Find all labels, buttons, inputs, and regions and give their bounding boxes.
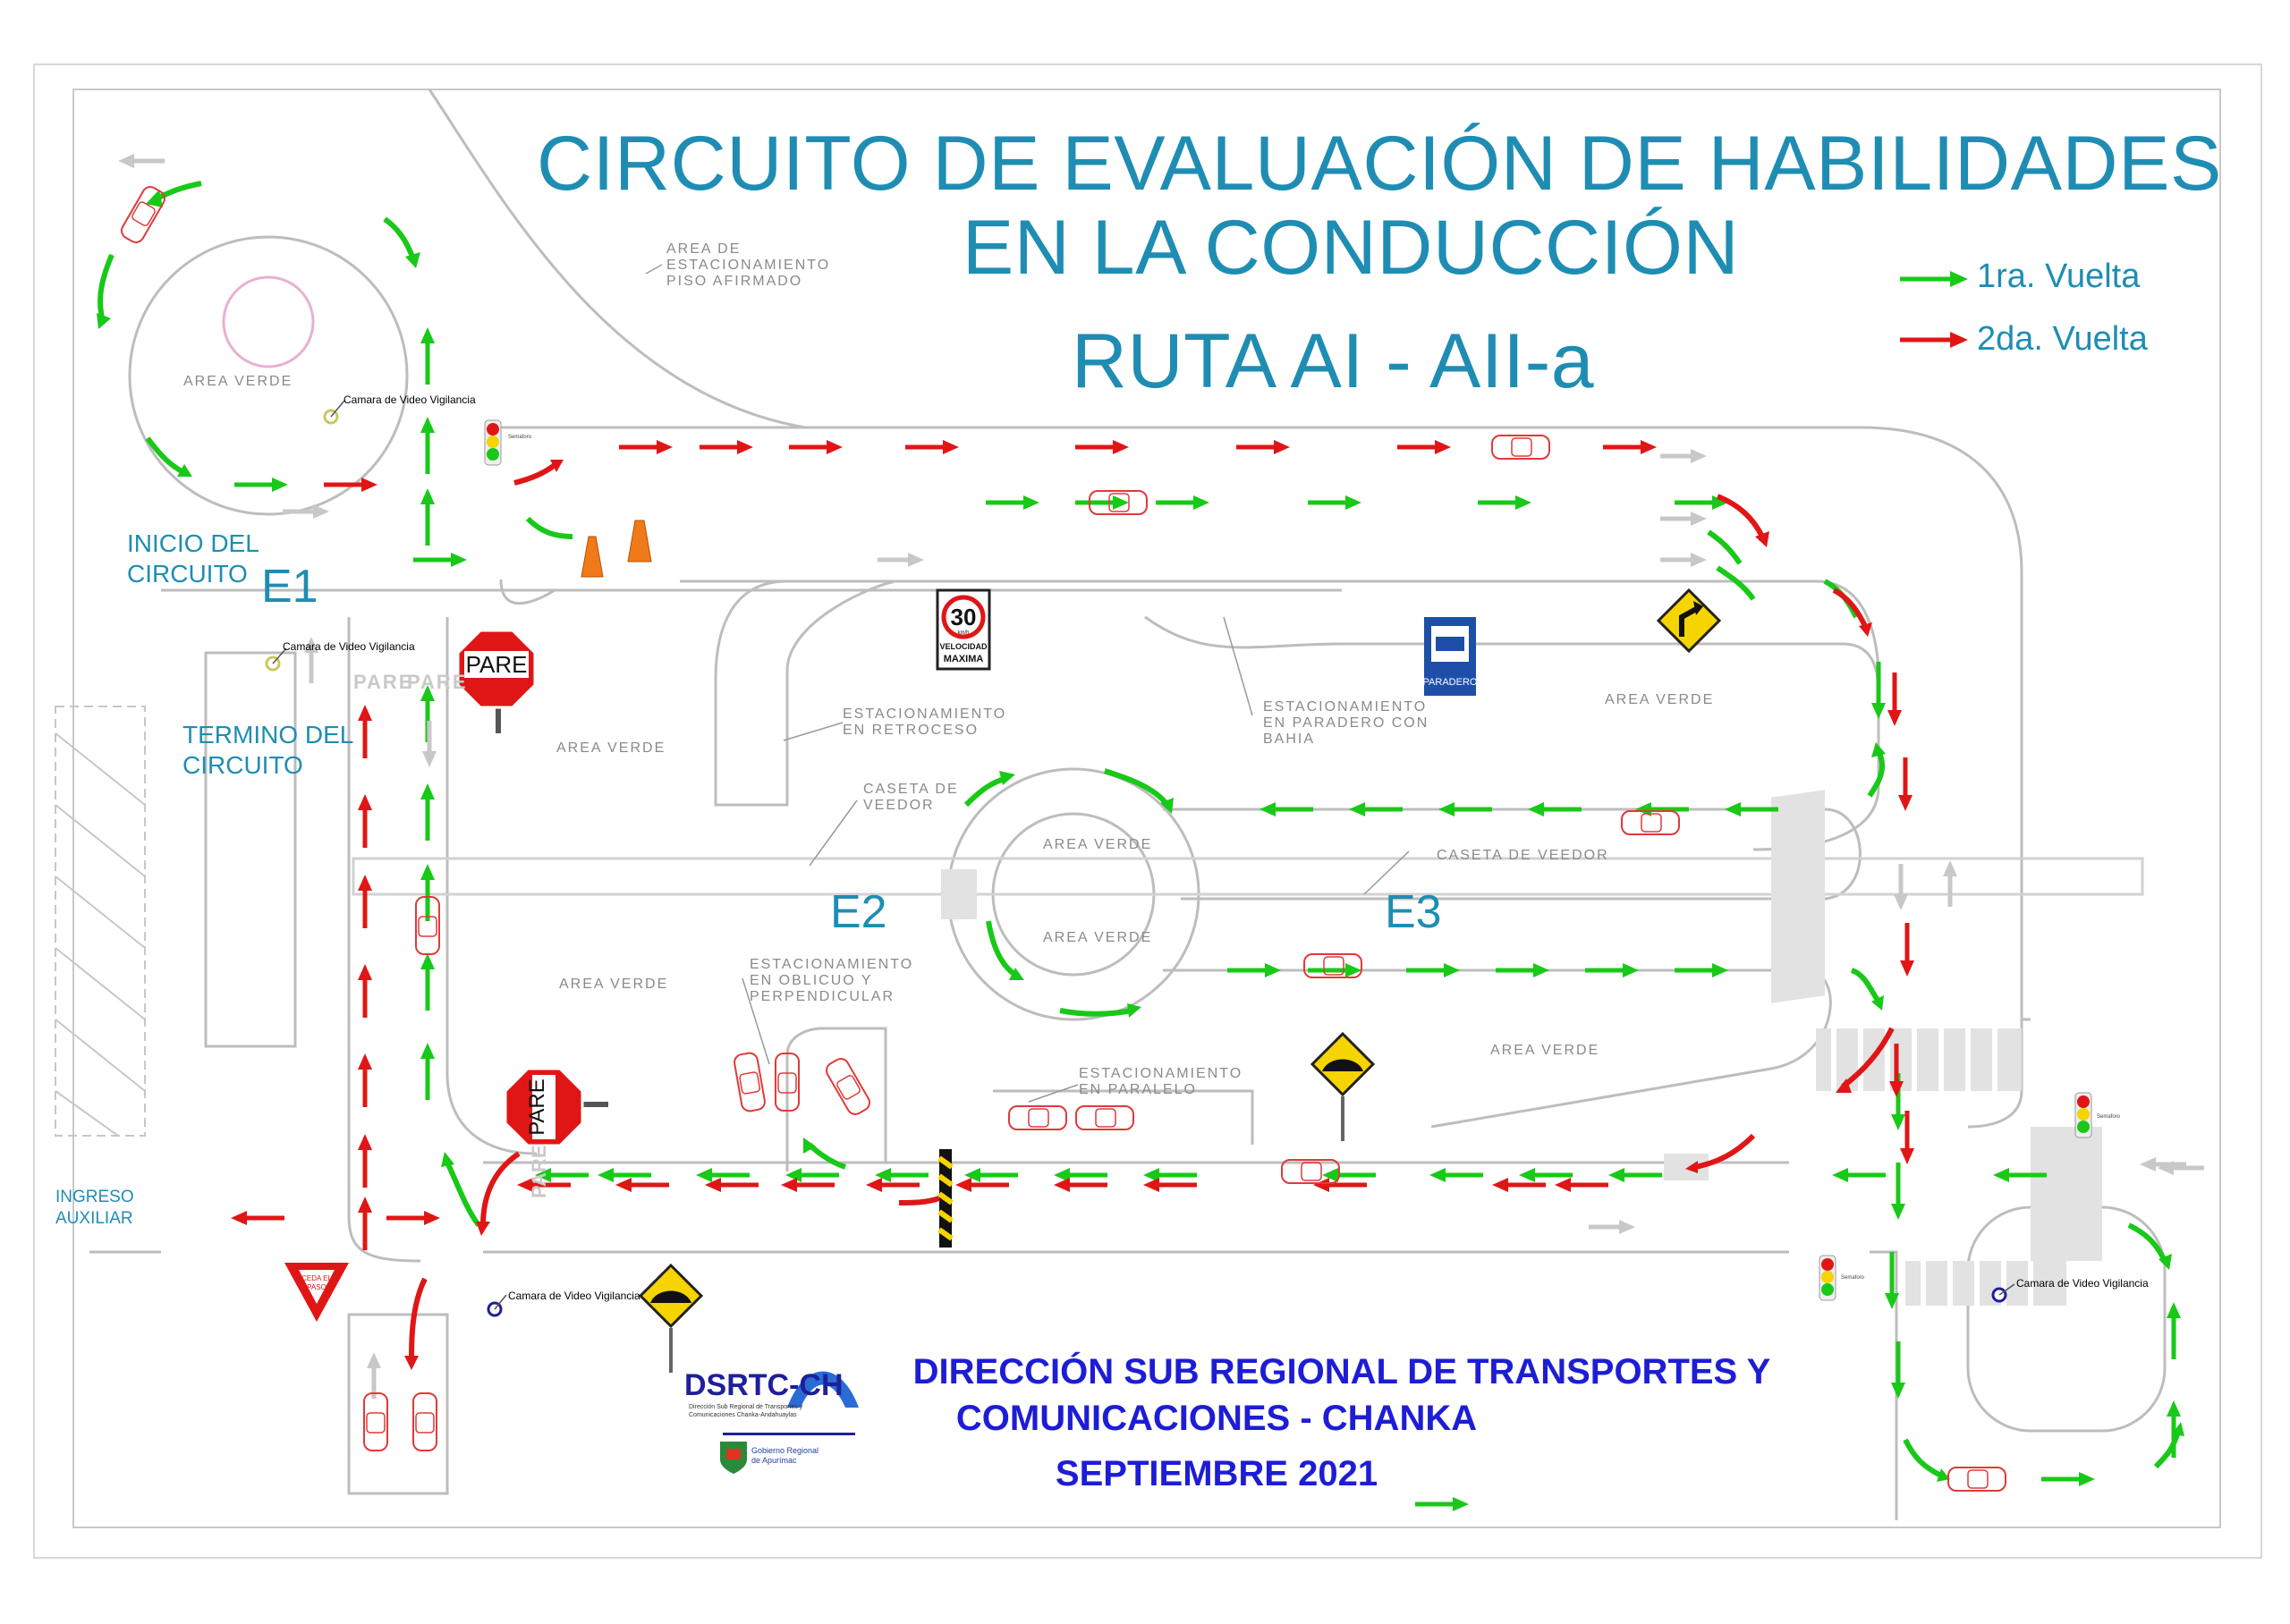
second-lap-arrow [358,1053,372,1107]
first-lap-arrow [1054,1168,1107,1182]
first-lap-arrow [1832,1168,1886,1182]
second-lap-arrow [619,440,673,454]
parking-reverse-1: ESTACIONAMIENTO [843,706,1007,722]
parking-parallel-2: EN PARALELO [1079,1082,1197,1097]
road-outlines [89,89,2222,1520]
parking-busstop-2: EN PARADERO CON [1263,715,1429,731]
car-icon [734,1052,767,1112]
green-area-bottom-right: AREA VERDE [1490,1043,1600,1058]
first-lap-arrow [1415,1497,1469,1511]
aux-entry-1: INGRESO [55,1188,134,1206]
car-icon [1492,436,1549,459]
road-marking-arrow [1660,449,1707,463]
traffic-light-label-1: Semaforo [508,435,532,440]
legend-red-arrow [1898,329,1970,351]
legend-green-arrow [1898,268,1970,290]
parking-busstop-3: BAHIA [1263,732,1316,747]
hatched-area [55,706,145,1136]
end-label-1: TERMINO DEL [182,721,354,749]
bus-stop-label: PARADERO [1422,677,1478,688]
road-marking-arrow [1894,864,1908,910]
aux-entry-2: AUXILIAR [55,1209,133,1228]
first-lap-arrow [420,488,435,546]
camera-label-1: Camara de Video Vigilancia [344,393,476,406]
first-lap-arrow [420,783,435,841]
second-lap-arrow [1313,1178,1367,1192]
start-label-2: CIRCUITO [127,560,248,588]
second-lap-arrow [1075,440,1129,454]
first-lap-arrow [598,1168,651,1182]
first-lap-arrow [986,495,1039,510]
second-lap-arrow [1492,1178,1546,1192]
road-marking-arrow [878,553,924,567]
road-marking-arrow [1660,512,1707,526]
stop-sign-bottom [505,1069,608,1146]
second-lap-arrow [358,964,372,1018]
green-area-loop-bottom: AREA VERDE [1043,930,1153,945]
traffic-light-label-3: Semaforo [1841,1275,1865,1281]
second-lap-arrow [358,1197,372,1250]
first-lap-arrow [1349,802,1403,816]
speed-limit-text-1: VELOCIDAD [939,642,988,651]
first-lap-arrow [1725,802,1778,816]
first-lap-arrow [1585,963,1639,977]
traffic-cones [581,520,651,577]
first-lap-arrow [2041,1472,2095,1486]
parking-reverse-2: EN RETROCESO [843,723,980,738]
second-lap-arrow [1397,440,1451,454]
first-lap-arrow [1528,802,1582,816]
first-lap-arrow [1608,1168,1662,1182]
curve-warning-sign [1658,590,1719,651]
barrier [939,1149,952,1248]
green-area-left: AREA VERDE [556,740,666,756]
speed-limit-unit: km/h [957,630,970,636]
second-lap-arrow [781,1178,835,1192]
first-lap-arrow [1143,1168,1197,1182]
booth-e3: CASETA DE VEEDOR [1437,848,1609,863]
footer-line-1: DIRECCIÓN SUB REGIONAL DE TRANSPORTES Y [912,1352,1771,1391]
second-lap-arrow [1887,672,1902,726]
speed-bump-sign-right [1312,1034,1373,1141]
parking-gravel-3: PISO AFIRMADO [666,274,803,289]
traffic-lights [485,420,2091,1300]
first-lap-arrow [1075,495,1129,510]
second-lap-arrow [358,875,372,928]
second-lap-arrow [358,705,372,758]
start-label-1: INICIO DEL [127,529,259,557]
green-area-circle: AREA VERDE [183,374,293,389]
footer-line-3: SEPTIEMBRE 2021 [1055,1454,1378,1493]
parking-gravel-2: ESTACIONAMIENTO [666,258,831,273]
first-lap-arrow [1891,1163,1905,1220]
second-lap-arrow [700,440,753,454]
road-marking-arrow [1943,860,1957,907]
first-lap-arrow [1496,963,1549,977]
stop-sign-bottom-label: PARE [525,1078,549,1136]
stop-sign-top-label: PARE [465,651,528,678]
second-lap-arrow [1898,757,1913,811]
camera-label-3: Camara de Video Vigilancia [508,1290,640,1302]
second-lap-arrow [1054,1178,1107,1192]
first-lap-arrow [1675,963,1728,977]
first-lap-arrow [1438,802,1492,816]
footer-line-2: COMUNICACIONES - CHANKA [955,1399,1478,1438]
parking-gravel-1: AREA DE [666,241,742,257]
speed-limit-value: 30 [950,604,977,630]
gobierno-logo-text-1: Gobierno Regional [751,1446,819,1455]
first-lap-arrow [1871,662,1886,719]
second-lap-arrow [615,1178,669,1192]
legend-second-lap: 2da. Vuelta [1977,320,2148,358]
first-lap-arrow [1429,1168,1483,1182]
parking-oblique-3: PERPENDICULAR [750,989,895,1004]
first-lap-arrow [1478,495,1531,510]
car-icon [364,1393,387,1451]
yield-sign [284,1263,349,1322]
station-e1: E1 [261,561,318,613]
car-icon [1009,1106,1066,1129]
road-marking-arrow [367,1352,381,1399]
second-lap-arrow [1603,440,1657,454]
second-lap-arrow [358,794,372,848]
second-lap-arrow [705,1178,759,1192]
station-e2: E2 [830,886,887,938]
second-lap-arrow [231,1211,284,1225]
second-lap-arrow [1236,440,1290,454]
first-lap-arrow [2167,1302,2181,1359]
first-lap-arrow [420,327,435,385]
road-marking-arrow [1660,553,1707,567]
car-icon [1948,1468,2006,1491]
road-pare-marking-2: PARE [407,671,468,693]
second-lap-arrow [1555,1178,1608,1192]
first-lap-arrow [413,553,467,567]
legend-first-lap: 1ra. Vuelta [1977,258,2141,295]
road-marking-arrow [118,154,165,168]
first-lap-arrow [420,1043,435,1100]
first-lap-arrow [1227,963,1281,977]
parking-oblique-2: EN OBLICUO Y [750,973,873,988]
first-lap-arrow [964,1168,1018,1182]
parking-parallel-1: ESTACIONAMIENTO [1079,1066,1243,1081]
camera-label-2: Camara de Video Vigilancia [283,640,415,653]
second-lap-arrow [905,440,959,454]
title-line-3: RUTA AI - AII-a [1071,318,1595,404]
parking-oblique-1: ESTACIONAMIENTO [750,957,914,972]
dsrtc-logo-sub-1: Dirección Sub Regional de Transportes y [689,1404,803,1410]
traffic-light-label-2: Semaforo [2097,1114,2121,1120]
first-lap-arrow [1260,802,1313,816]
yield-sign-text-1: CEDA EL [301,1274,332,1282]
stop-sign-top [458,630,535,733]
camera-label-4: Camara de Video Vigilancia [2016,1277,2149,1290]
car-icon [824,1056,873,1117]
car-icon [413,1393,437,1451]
second-lap-curve-heads [404,460,1872,1370]
first-lap-arrow [1891,1341,1905,1399]
green-area-right: AREA VERDE [1605,692,1715,707]
first-lap-arrow [875,1168,929,1182]
first-lap-arrow [420,417,435,474]
second-lap-arrow [324,478,377,492]
road-marking-arrow [1589,1220,1635,1234]
end-label-2: CIRCUITO [182,751,303,779]
booth-e2-1: CASETA DE [863,782,959,797]
road-marking-arrow [283,504,329,519]
speed-bump-sign-bottom [640,1265,701,1373]
first-lap-arrow [696,1168,750,1182]
booth-e2-2: VEEDOR [863,798,935,813]
gobierno-logo [720,1442,747,1474]
title-line-2: EN LA CONDUCCIÓN [962,205,1740,291]
parking-busstop-1: ESTACIONAMIENTO [1263,699,1428,715]
road-pare-marking-3: PARE [528,1145,550,1198]
second-lap-arrow [955,1178,1009,1192]
first-lap-arrow [234,478,288,492]
first-lap-arrow [420,864,435,921]
car-icon [1076,1106,1133,1129]
speed-limit-text-2: MAXIMA [943,654,984,664]
title-line-1: CIRCUITO DE EVALUACIÓN DE HABILIDADES [537,121,2222,207]
green-area-loop-top: AREA VERDE [1043,837,1153,852]
second-lap-arrow [789,440,843,454]
dsrtc-logo-text: DSRTC-CH [684,1368,844,1402]
first-lap-arrow [1322,1168,1376,1182]
dsrtc-logo-sub-2: Comunicaciones Chanka-Andahuaylas [689,1412,797,1418]
first-lap-arrow [420,953,435,1011]
station-e3: E3 [1385,886,1442,938]
road-pare-marking: PARE [353,671,414,693]
green-area-left-lower: AREA VERDE [559,977,669,992]
first-lap-arrow [1308,495,1361,510]
yield-sign-text-2: PASO [307,1283,327,1291]
first-lap-arrows [234,327,2181,1511]
road-marking-arrow [422,721,437,767]
gobierno-logo-text-2: de Apurímac [751,1456,797,1465]
second-lap-arrow [1900,923,1914,977]
first-lap-arrow [1519,1168,1573,1182]
second-lap-arrow [386,1211,440,1225]
first-lap-arrow [1156,495,1209,510]
second-lap-arrow [866,1178,920,1192]
second-lap-arrow [1143,1178,1197,1192]
car-icon [119,184,168,245]
second-lap-arrow [358,1134,372,1188]
first-lap-arrow [1406,963,1460,977]
